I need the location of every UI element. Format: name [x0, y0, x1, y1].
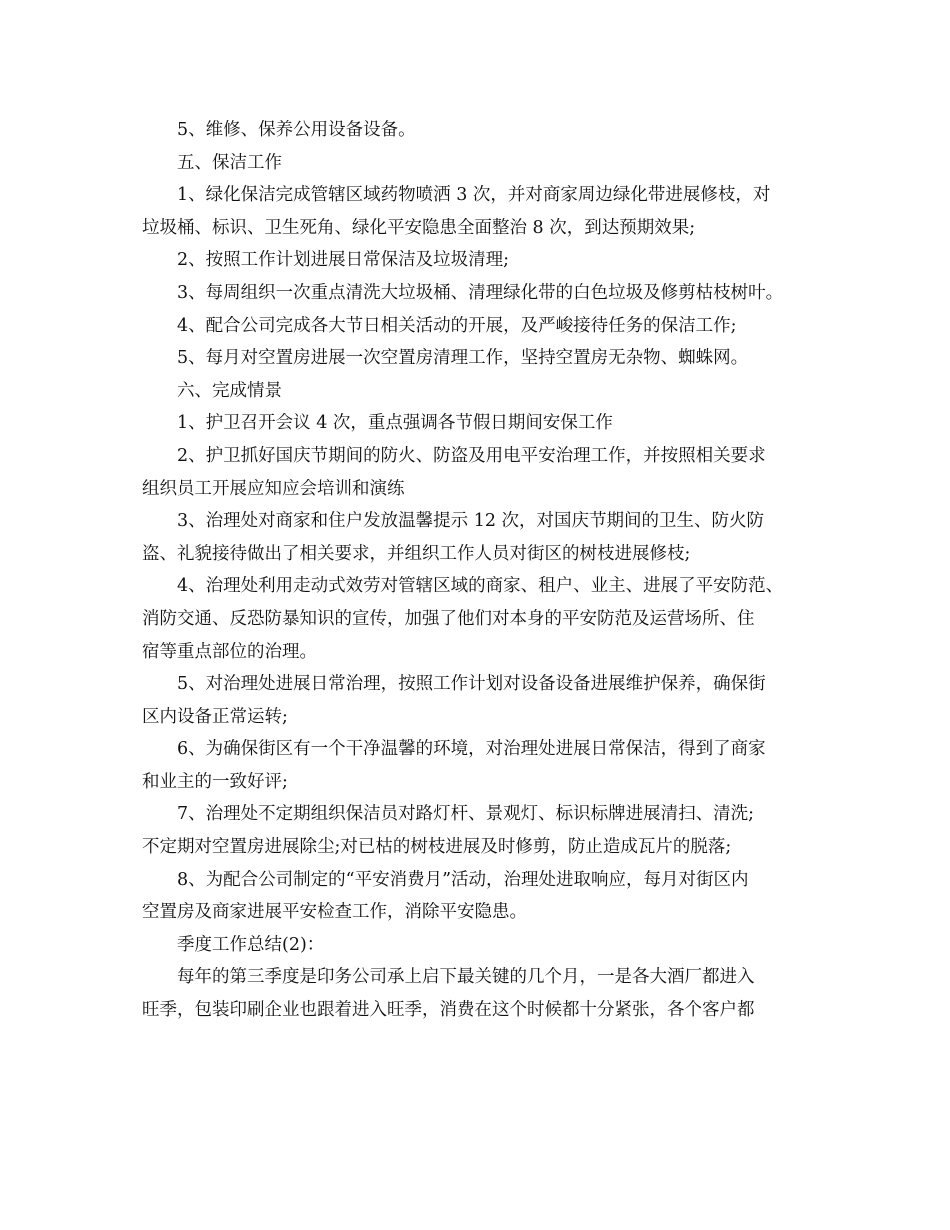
paragraph-continuation-line: 垃圾桶、标识、卫生死角、绿化平安隐患全面整治 8 次，到达预期效果; [142, 217, 696, 238]
paragraph-line: 5、维修、保养公用设备设备。 [177, 120, 416, 140]
paragraph-line: 每年的第三季度是印务公司承上启下最关键的几个月，一是各大酒厂都进入 [177, 967, 755, 988]
paragraph-continuation-line: 宿等重点部位的治理。 [142, 641, 317, 662]
paragraph-line: 六、完成情景 [177, 380, 282, 401]
paragraph-continuation-line: 组织员工开展应知应会培训和演练 [142, 478, 405, 499]
paragraph-line: 季度工作总结(2)： [177, 934, 325, 955]
paragraph-line: 6、为确保街区有一个干净温馨的环境，对治理处进展日常保洁，得到了商家 [177, 739, 766, 760]
paragraph-line: 8、为配合公司制定的“平安消费月”活动，治理处进取响应，每月对街区内 [177, 869, 749, 890]
paragraph-line: 1、护卫召开会议 4 次，重点强调各节假日期间安保工作 [177, 413, 613, 434]
paragraph-line: 4、配合公司完成各大节日相关活动的开展，及严峻接待任务的保洁工作; [177, 315, 737, 336]
paragraph-continuation-line: 消防交通、反恐防暴知识的宣传，加强了他们对本身的平安防范及运营场所、住 [142, 608, 755, 629]
paragraph-continuation-line: 旺季，包装印刷企业也跟着进入旺季，消费在这个时候都十分紧张，各个客户都 [142, 1000, 755, 1021]
paragraph-line: 五、保洁工作 [177, 152, 282, 173]
paragraph-line: 4、治理处利用走动式效劳对管辖区域的商家、租户、业主、进展了平安防范、 [177, 576, 784, 597]
paragraph-line: 5、每月对空置房进展一次空置房清理工作，坚持空置房无杂物、蜘蛛网。 [177, 348, 749, 369]
paragraph-continuation-line: 空置房及商家进展平安检查工作，消除平安隐患。 [142, 902, 527, 923]
document-body [142, 114, 822, 1027]
paragraph-line: 7、治理处不定期组织保洁员对路灯杆、景观灯、标识标牌进展清扫、清洗; [177, 804, 755, 825]
paragraph-continuation-line: 区内设备正常运转; [142, 706, 288, 727]
paragraph-line: 3、治理处对商家和住户发放温馨提示 12 次，对国庆节期间的卫生、防火防 [177, 511, 765, 532]
paragraph-line: 3、每周组织一次重点清洗大垃圾桶、清理绿化带的白色垃圾及修剪枯枝树叶。 [177, 282, 784, 303]
paragraph-continuation-line: 不定期对空置房进展除尘;对已枯的树枝进展及时修剪，防止造成瓦片的脱落; [142, 837, 732, 858]
paragraph-line: 5、对治理处进展日常治理，按照工作计划对设备设备进展维护保养，确保街 [177, 674, 766, 695]
paragraph-continuation-line: 和业主的一致好评; [142, 771, 288, 792]
paragraph-line: 2、按照工作计划进展日常保洁及垃圾清理; [177, 250, 510, 271]
paragraph-line: 2、护卫抓好国庆节期间的防火、防盗及用电平安治理工作，并按照相关要求 [177, 445, 766, 466]
paragraph-line: 1、绿化保洁完成管辖区域药物喷洒 3 次，并对商家周边绿化带进展修枝，对 [177, 185, 771, 206]
paragraph-continuation-line: 盗、礼貌接待做出了相关要求，并组织工作人员对街区的树枝进展修枝; [142, 543, 691, 564]
